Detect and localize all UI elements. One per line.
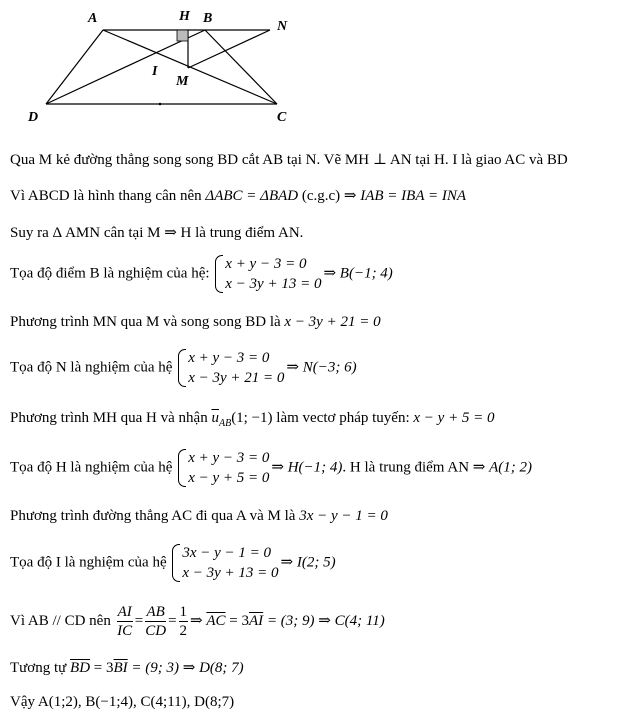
equation-system (215, 254, 321, 294)
fraction (179, 603, 189, 640)
label-N: N (277, 19, 288, 34)
math: 3x − y − 1 = 0 (299, 508, 388, 524)
text: Phương trình MN qua M và song song BD là (10, 314, 285, 330)
math: = (3; 9) ⇒ C(4; 11) (263, 612, 385, 629)
line-8 (10, 448, 532, 488)
math: x − y + 5 = 0 (413, 410, 495, 426)
equation-system (178, 348, 284, 388)
denominator: 2 (179, 623, 188, 639)
line-6 (10, 348, 357, 388)
trapezoid-figure (0, 0, 330, 130)
text: Tọa độ N là nghiệm của hệ (10, 359, 177, 376)
text: (c.g.c) (301, 188, 341, 204)
line-2 (10, 186, 466, 205)
equation-system (178, 448, 269, 488)
vector: $\overline{AI}$ (249, 612, 264, 629)
vector: $\overline{BI}$ (113, 660, 128, 676)
label-M: M (176, 74, 189, 89)
numerator: AI (117, 604, 132, 620)
text: Tọa độ điểm B là nghiệm của hệ: (10, 265, 214, 282)
line-1: Qua M kẻ đường thẳng song song BD cắt AB tại N. Vẽ MH ⊥ AN tại H. I là giao AC và BD (10, 152, 568, 168)
denominator: IC (117, 623, 133, 639)
equation: x − 3y + 13 = 0 (225, 276, 322, 292)
denominator: CD (145, 623, 167, 639)
fraction (145, 603, 166, 640)
equation-system (172, 543, 278, 583)
text: Tọa độ I là nghiệm của hệ (10, 554, 171, 571)
subscript: AB (218, 418, 232, 429)
equation: x + y − 3 = 0 (188, 350, 270, 366)
math: ⇒ B(−1; 4) (323, 265, 393, 282)
line-7 (10, 410, 495, 429)
label-B: B (203, 11, 213, 26)
line-5 (10, 314, 381, 331)
text: Vì ABCD là hình thang cân nên (10, 188, 206, 204)
line-10 (10, 543, 336, 583)
label-I: I (152, 64, 158, 79)
vector: $\overline{u}$ (211, 410, 219, 426)
line-13: Vậy A(1;2), B(−1;4), C(4;11), D(8;7) (10, 694, 235, 710)
line-3: Suy ra Δ AMN cân tại M ⇒ H là trung điểm AN. (10, 225, 304, 241)
label-A: A (88, 11, 98, 26)
numerator: 1 (179, 604, 188, 620)
text: (1; −1) làm vectơ pháp tuyến: (231, 410, 414, 426)
math: = (9; 3) ⇒ D(8; 7) (127, 660, 244, 676)
text: Phương trình đường thẳng AC đi qua A và M là (10, 508, 300, 524)
equation: x + y − 3 = 0 (225, 256, 307, 272)
label-H: H (179, 9, 190, 24)
math: x − 3y + 21 = 0 (284, 314, 381, 330)
line-4 (10, 254, 393, 294)
math-angles: ⇒ IAB = IBA = INA (343, 188, 467, 204)
vector: $\overline{AC}$ (206, 612, 226, 629)
math: A(1; 2) (489, 459, 533, 476)
label-C: C (277, 110, 287, 125)
numerator: AB (146, 604, 165, 620)
text: Tọa độ H là nghiệm của hệ (10, 459, 177, 476)
text: = 3 (225, 612, 250, 629)
equation: x − y + 5 = 0 (188, 470, 270, 486)
line-12 (10, 658, 244, 677)
math: ⇒ N(−3; 6) (286, 359, 357, 376)
text: Vì AB // CD nên (10, 612, 115, 629)
equation: x + y − 3 = 0 (188, 450, 270, 466)
text: Tương tự (10, 660, 71, 676)
label-D: D (28, 110, 39, 125)
line-11: Vì AB // CD nên $\frac{AI}{IC}$ = $\frac{AB}{CD}$ = $\frac{1}{2}$ ⇒ $\overline{AC} = 3\overline{AI} = (3$; 9) ⇒ C(4; 11) (10, 604, 385, 639)
line-9 (10, 508, 388, 525)
equation: 3x − y − 1 = 0 (182, 545, 272, 561)
equation: x − 3y + 21 = 0 (188, 370, 285, 386)
text: . H là trung điểm AN ⇒ (342, 459, 490, 476)
math: ⇒ I(2; 5) (280, 554, 336, 571)
fraction (117, 603, 133, 640)
text: Phương trình MH qua H và nhận (10, 410, 212, 426)
math: ⇒ H(−1; 4) (271, 459, 343, 476)
equation: x − 3y + 13 = 0 (182, 565, 279, 581)
text: = 3 (90, 660, 114, 676)
vector: $\overline{BD}$ (70, 660, 91, 676)
math: ΔABC = ΔBAD (205, 188, 299, 204)
